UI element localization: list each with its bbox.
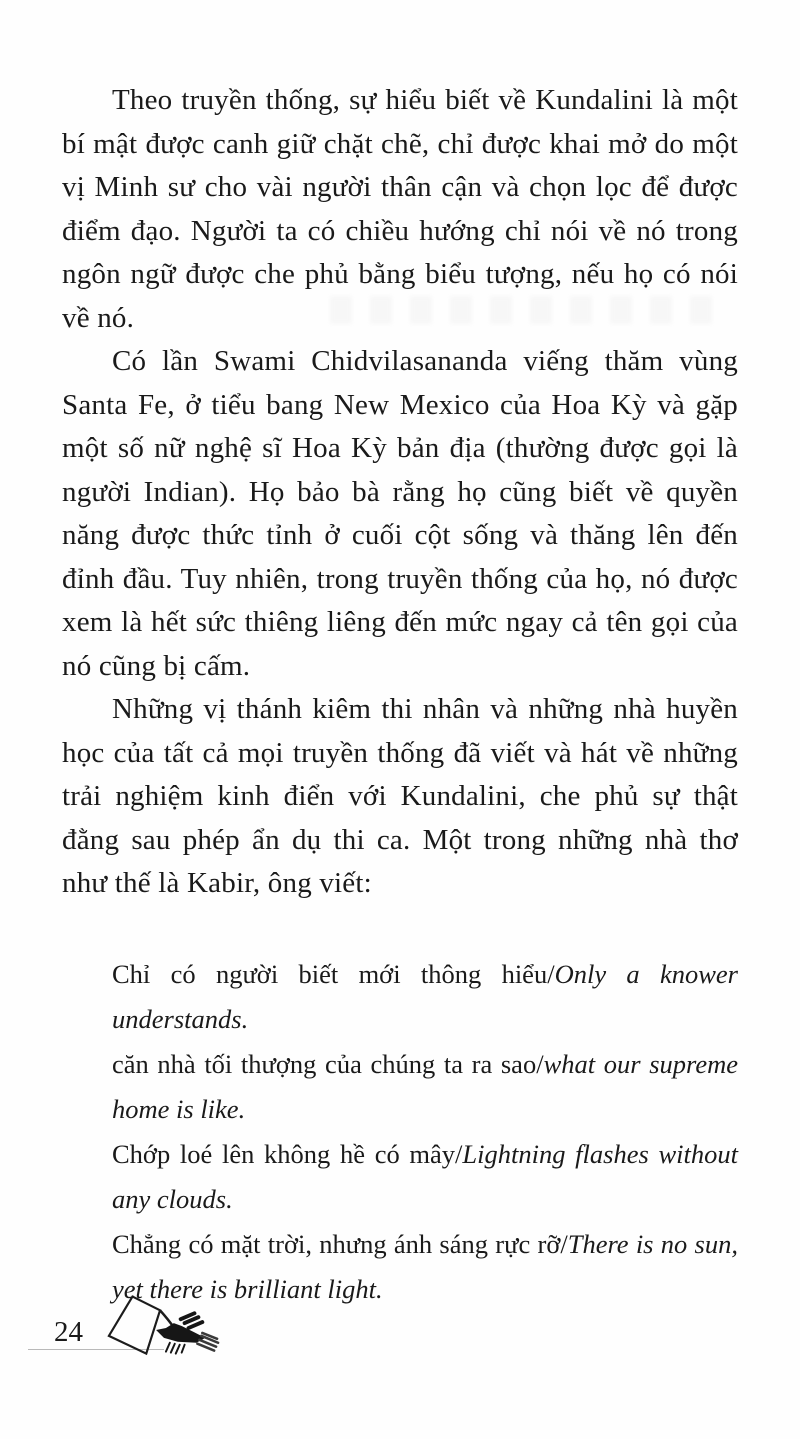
- poem-line-vietnamese: Chỉ có người biết mới thông hiểu/: [112, 958, 555, 989]
- body-paragraph: Theo truyền thống, sự hiểu biết về Kundalini là một bí mật được canh giữ chặt chẽ, chỉ được khai mở do một vị Minh sư cho vài người thân cận và chọn lọc để được điểm đạo. Người ta có chiều hướng chỉ nói về nó trong ngôn ngữ được che phủ bằng biểu tượng, nếu họ có nói về nó.: [62, 84, 738, 334]
- poem-block: [62, 952, 738, 1312]
- poem-line: [112, 952, 738, 1042]
- poem-line-vietnamese: căn nhà tối thượng của chúng ta ra sao/: [112, 1048, 544, 1079]
- page-number: 24: [54, 1316, 83, 1348]
- text-block: [62, 79, 738, 1312]
- body-paragraph: Những vị thánh kiêm thi nhân và những nhà huyền học của tất cả mọi truyền thống đã viết và hát về những trải nghiệm kinh điển với Kundalini, che phủ sự thật đằng sau phép ẩn dụ thi ca. Một trong những nhà thơ như thế là Kabir, ông viết:: [62, 693, 738, 899]
- poem-line-english: what our supreme home is like.: [112, 1048, 738, 1124]
- poem-line-vietnamese: Chẳng có mặt trời, nhưng ánh sáng rực rỡ/: [112, 1228, 568, 1259]
- flying-bird-icon: [103, 1292, 221, 1364]
- poem-line-english: Lightning flashes without any clouds.: [112, 1138, 739, 1214]
- poem-line: [112, 1042, 738, 1132]
- poem-line-english: Only a knower understands.: [112, 958, 738, 1034]
- poem-line: [112, 1132, 738, 1222]
- poem-line-english: There is no sun, yet there is brilliant light.: [112, 1228, 738, 1304]
- poem-line-vietnamese: Chớp loé lên không hề có mây/: [112, 1138, 463, 1169]
- body-paragraph: Có lần Swami Chidvilasananda viếng thăm vùng Santa Fe, ở tiểu bang New Mexico của Hoa Kỳ và gặp một số nữ nghệ sĩ Hoa Kỳ bản địa (thường được gọi là người Indian). Họ bảo bà rằng họ cũng biết về quyền năng được thức tỉnh ở cuối cột sống và thăng lên đến đỉnh đầu. Tuy nhiên, trong truyền thống của họ, nó được xem là hết sức thiêng liêng đến mức ngay cả tên gọi của nó cũng bị cấm.: [62, 345, 738, 682]
